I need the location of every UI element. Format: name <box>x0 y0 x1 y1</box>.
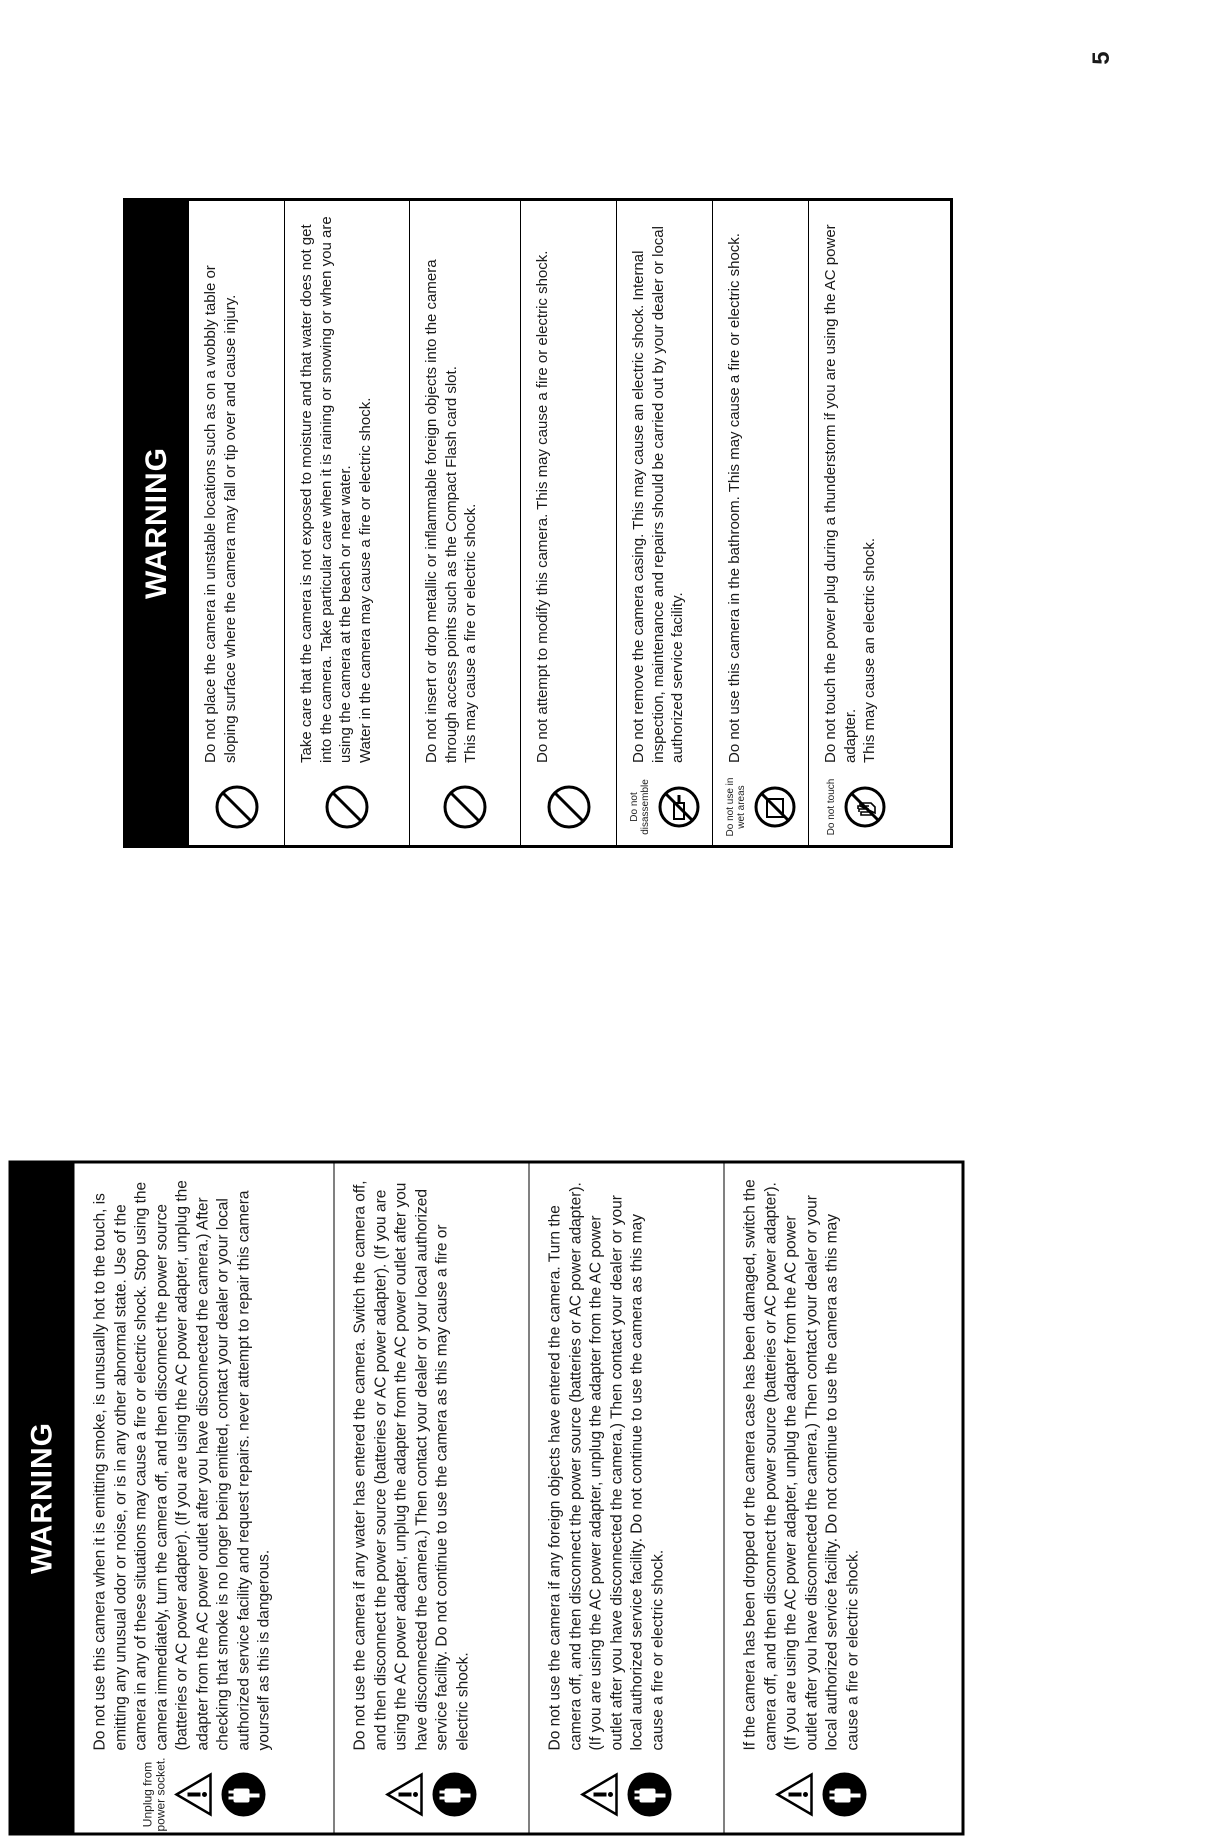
warning-row <box>724 1164 919 1833</box>
prohibited-icon <box>442 784 488 830</box>
do-not-disassemble-icon <box>657 785 701 829</box>
caution-triangle-icon <box>775 1772 815 1818</box>
unplug-icon <box>821 1771 869 1819</box>
prohibited-icon <box>546 784 592 830</box>
warning-text: Do not insert or drop metallic or inflammable foreign objects into the camera through access points such as the Compact Flash card slot. <box>423 259 460 763</box>
no-wet-areas-icon <box>753 785 797 829</box>
warning-text: Do not touch the power plug during a thunderstorm if you are using the AC power adapter. <box>822 224 859 763</box>
warning-text: If the camera has been dropped or the camera case has been damaged, switch the camera off, and then disconnect the power source (batteries or AC power adapter). (If you are using the AC power adapter, unplug the adapter from the AC power outlet after you have disconnected the camera.) Then contact your dealer or your local authorized service facility. Do not continue to use the camera as this may cause a fire or electric shock. <box>741 1179 861 1751</box>
warning-header: WARNING <box>12 1164 74 1833</box>
prohibited-icon <box>214 784 260 830</box>
warning-text: This may cause an electric shock. <box>861 537 878 763</box>
icon-label: Do not touch <box>826 778 837 836</box>
caution-triangle-icon <box>385 1772 425 1818</box>
warning-text: Do not use this camera in the bathroom. This may cause a fire or electric shock. <box>726 233 743 763</box>
warning-text: Do not use the camera if any water has entered the camera. Switch the camera off, and then disconnect the power source (batteries or AC power adapter). (If you are using the AC power adapter, unplug the adapter from the AC power outlet after you have disconnected the camera.) Then contact your dealer or your local authorized service facility. Do not continue to use the camera as this may cause a fire or electric shock. <box>351 1180 471 1751</box>
warning-text: Do not use this camera when it is emitting smoke, is unusually hot to the touch, is emitting any unusual odor or noise, or is in any other abnormal state. Use of the camera in any of these situations may cause a fire or electric shock. Stop using the camera immediately, turn the camera off, and then disconnect the power source (batteries or AC power adapter). (If you are using the AC power adapter, unplug the adapter from the AC power outlet after you have disconnected the camera.) After checking that smoke is no longer being emitted, contact your dealer or your local authorized service facility and request repairs. never attempt to repair this camera yourself as this is dangerous. <box>91 1180 273 1751</box>
warning-row <box>74 1164 334 1833</box>
warning-panel-right <box>123 198 953 848</box>
warning-row <box>529 1164 724 1833</box>
warning-text: Do not use the camera if any foreign objects have entered the camera. Turn the camera off, and then disconnect the power source (batteries or AC power adapter). (If you are using the AC power adapter, unplug the adapter from the AC power outlet after you have disconnected the camera.) Then contact your dealer or your local authorized service facility. Do not continue to use the camera as this may cause a fire or electric shock. <box>546 1182 666 1751</box>
warning-row <box>808 201 904 845</box>
warning-text: Do not place the camera in unstable locations such as on a wobbly table or sloping surface where the camera may fall or tip over and cause injury. <box>202 265 239 763</box>
unplug-icon <box>431 1771 479 1819</box>
unplug-icon <box>626 1771 674 1819</box>
warning-text: This may cause a fire or electric shock. <box>462 503 479 763</box>
warning-panel-left <box>9 1161 965 1836</box>
warning-row <box>188 201 284 845</box>
caution-triangle-icon <box>173 1772 213 1818</box>
warning-row <box>334 1164 529 1833</box>
do-not-touch-icon <box>843 785 887 829</box>
warning-text: Water in the camera may cause a fire or electric shock. <box>356 397 374 763</box>
warning-row <box>284 201 409 845</box>
icon-label: Do not use in wet areas <box>724 777 747 837</box>
warning-row <box>520 201 616 845</box>
page-number: 5 <box>1088 51 1115 65</box>
warning-text: Do not attempt to modify this camera. This may cause a fire or electric shock. <box>534 250 551 763</box>
warning-text: Do not remove the camera casing. This may cause an electric shock. Internal inspection, maintenance and repairs should be carried out by your dealer or local authorized service facility. <box>630 226 686 763</box>
warning-row <box>409 201 520 845</box>
warning-header: WARNING <box>126 201 188 845</box>
warning-row <box>712 201 808 845</box>
warning-text: Take care that the camera is not exposed to moisture and that water does not get into the camera. Take particular care when it is raining or snowing or when you are using the camera at the beach or near water. <box>298 216 354 763</box>
icon-label: Unplug from power socket. <box>140 1757 167 1832</box>
unplug-icon <box>219 1771 267 1819</box>
icon-label: Do not disassemble <box>628 779 651 835</box>
warning-row <box>616 201 712 845</box>
caution-triangle-icon <box>580 1772 620 1818</box>
prohibited-icon <box>324 784 370 830</box>
